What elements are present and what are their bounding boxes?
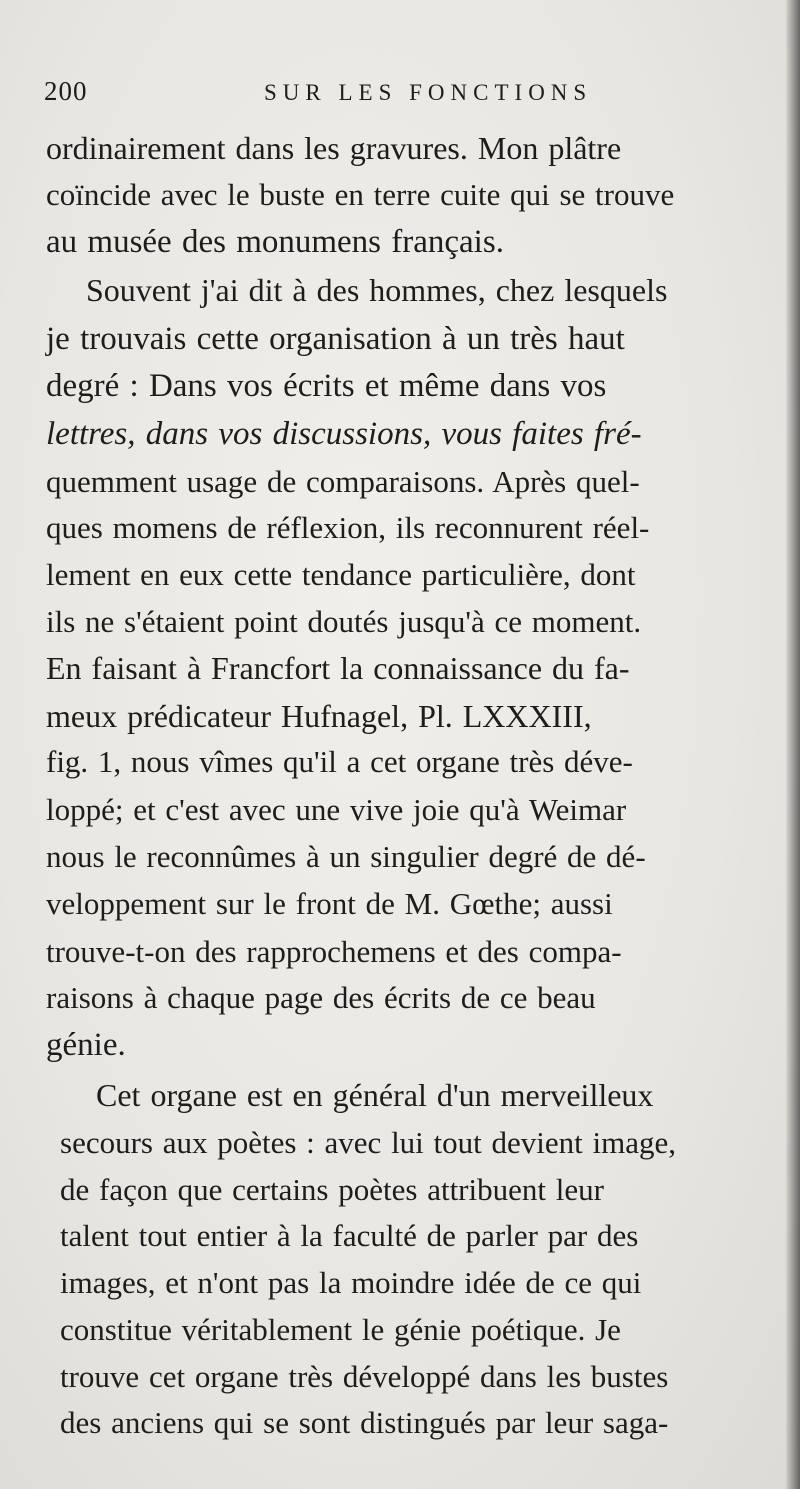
text-line: trouve-t-on des rapprochemens et des compa- xyxy=(46,934,622,969)
text-line: lettres, dans vos discussions, vous faites fré- xyxy=(46,416,642,452)
text-line: coïncide avec le buste en terre cuite qui se trouve xyxy=(46,177,675,212)
text-line: je trouvais cette organisation à un très haut xyxy=(46,321,625,357)
page-number: 200 xyxy=(44,76,88,106)
page-header xyxy=(44,76,744,116)
text-line xyxy=(46,366,766,406)
text-line paragraph-start: Souvent j'ai dit à des hommes, chez lesquels xyxy=(86,272,668,308)
text-line: fig. 1, nous vîmes qu'il a cet organe très déve- xyxy=(46,744,633,779)
text-line: veloppement sur le front de M. Gœthe; aussi xyxy=(46,886,613,921)
text-line: génie. xyxy=(46,1027,126,1063)
text-line: meux prédicateur Hufnagel, Pl. LXXXIII, xyxy=(46,698,592,734)
text-line: images, et n'ont pas la moindre idée de ce qui xyxy=(60,1265,642,1300)
binding-shadow xyxy=(786,0,800,1489)
text-line paragraph-start: Cet organe est en général d'un merveilleux xyxy=(96,1077,654,1113)
text-line: raisons à chaque page des écrits de ce beau xyxy=(46,980,596,1015)
text-line: nous le reconnûmes à un singulier degré de dé- xyxy=(46,839,646,874)
text-line: quemment usage de comparaisons. Après quel- xyxy=(46,464,640,499)
text-line: constitue véritablement le génie poétique. Je xyxy=(60,1312,621,1347)
text-line: au musée des monumens français. xyxy=(46,224,504,260)
text-line: de façon que certains poètes attribuent leur xyxy=(60,1172,604,1207)
text-line: loppé; et c'est avec une vive joie qu'à Weimar xyxy=(46,792,627,827)
text-line: ils ne s'étaient point doutés jusqu'à ce moment. xyxy=(46,604,642,639)
text-line: trouve cet organe très développé dans les bustes xyxy=(60,1359,669,1394)
text-line: ordinairement dans les gravures. Mon plâtre xyxy=(46,130,622,166)
text-line: ques momens de réflexion, ils reconnurent réel- xyxy=(46,510,650,545)
text-line: secours aux poètes : avec lui tout devient image, xyxy=(60,1125,677,1160)
text-line: lement en eux cette tendance particulière, dont xyxy=(46,557,636,592)
text-line-part: degré : Dans vos écrits et même dans vos xyxy=(46,368,607,404)
text-line: des anciens qui se sont distingués par leur saga- xyxy=(60,1405,669,1440)
running-head: SUR LES FONCTIONS xyxy=(264,80,593,105)
text-line: talent tout entier à la faculté de parler par des xyxy=(60,1218,639,1253)
text-line: En faisant à Francfort la connaissance du fa- xyxy=(46,650,630,686)
